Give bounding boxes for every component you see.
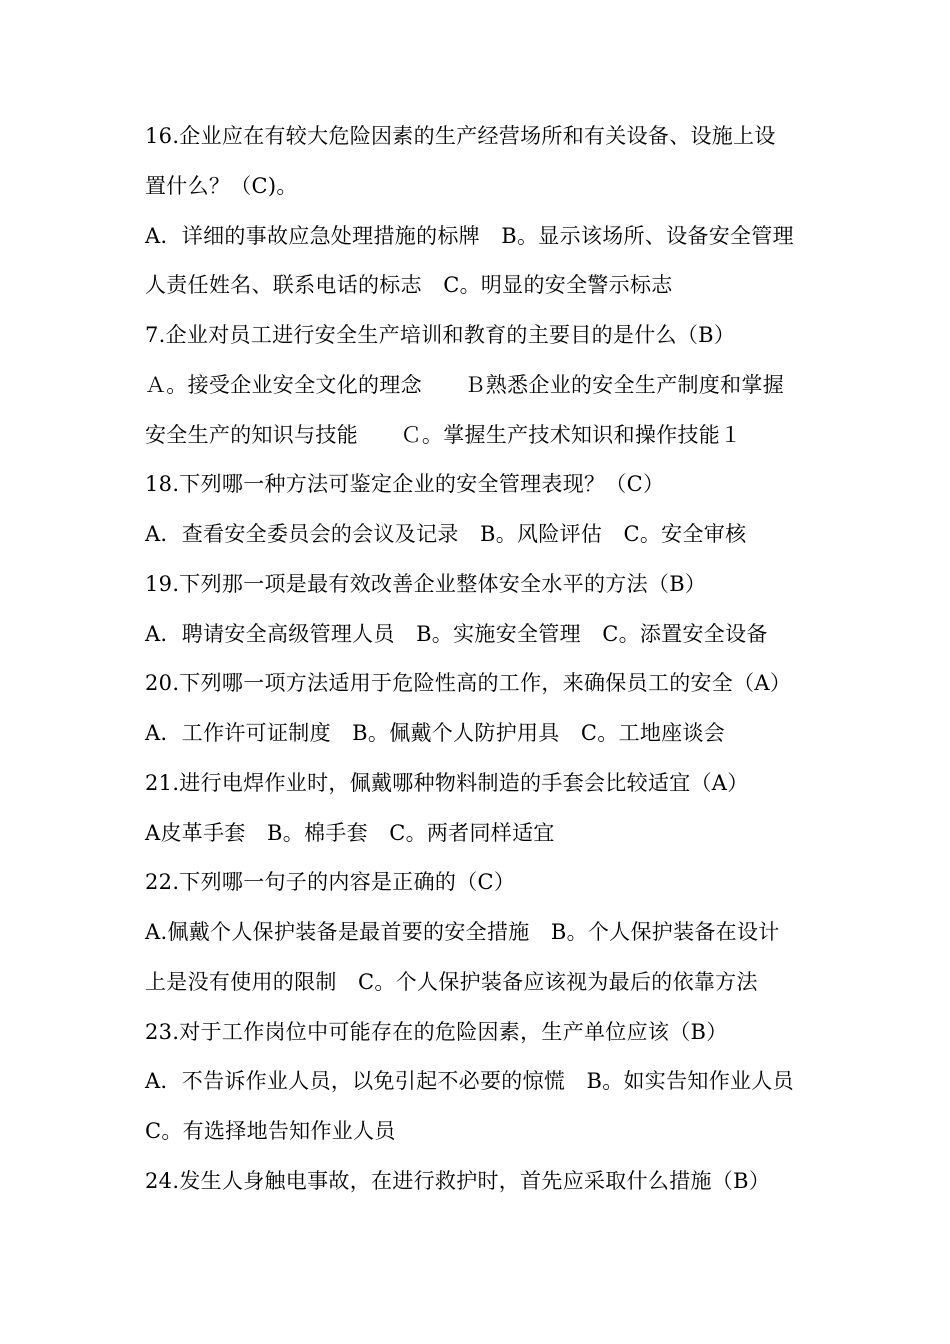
question-16-line-1: 16.企业应在有较大危险因素的生产经营场所和有关设备、设施上设 <box>145 124 776 148</box>
question-22-options-line-1: A.佩戴个人保护装备是最首要的安全措施 B。个人保护装备在设计 <box>145 920 780 944</box>
question-17: 7.企业对员工进行安全生产培训和教育的主要目的是什么（B） <box>145 323 736 347</box>
question-21: 21.进行电焊作业时，佩戴哪种物料制造的手套会比较适宜（A） <box>145 770 749 795</box>
question-16-line-2: 置什么？（C)。 <box>145 173 298 198</box>
question-21-options: A皮革手套 B。棉手套 C。两者同样适宜 <box>145 820 555 845</box>
question-22: 22.下列哪一句子的内容是正确的（C） <box>145 870 516 895</box>
question-17-options-line-1: Ａ。接受企业安全文化的理念 Ｂ熟悉企业的安全生产制度和掌握 <box>145 372 784 397</box>
question-22-options-line-2: 上是没有使用的限制 C。个人保护装备应该视为最后的依靠方法 <box>145 969 758 994</box>
question-20-options: A．工作许可证制度 B。佩戴个人防护用具 C。工地座谈会 <box>145 721 726 745</box>
question-19: 19.下列那一项是最有效改善企业整体安全水平的方法（B） <box>145 571 707 596</box>
question-20: 20.下列哪一项方法适用于危险性高的工作，来确保员工的安全（A） <box>145 671 792 696</box>
question-23-options-line-2: C。有选择地告知作业人员 <box>145 1119 396 1143</box>
question-24: 24.发生人身触电事故，在进行救护时，首先应采取什么措施（B） <box>145 1168 771 1193</box>
document-body <box>145 112 815 1207</box>
question-23-options-line-1: A．不告诉作业人员，以免引起不必要的惊慌 B。如实告知作业人员 <box>145 1069 794 1094</box>
question-18: 18.下列哪一种方法可鉴定企业的安全管理表现？（C） <box>145 472 665 497</box>
question-23: 23.对于工作岗位中可能存在的危险因素，生产单位应该（B） <box>145 1019 728 1044</box>
question-18-options: A．查看安全委员会的会议及记录 B。风险评估 C。安全审核 <box>145 522 747 546</box>
question-17-options-line-2: 安全生产的知识与技能 Ｃ。掌握生产技术知识和操作技能１ <box>145 422 742 447</box>
question-16-options-line-1: A．详细的事故应急处理措施的标牌 B。显示该场所、设备安全管理 <box>145 223 794 248</box>
question-16-options-line-2: 人责任姓名、联系电话的标志 C。明显的安全警示标志 <box>145 273 673 298</box>
question-19-options: A．聘请安全高级管理人员 B。实施安全管理 C。添置安全设备 <box>145 621 768 646</box>
